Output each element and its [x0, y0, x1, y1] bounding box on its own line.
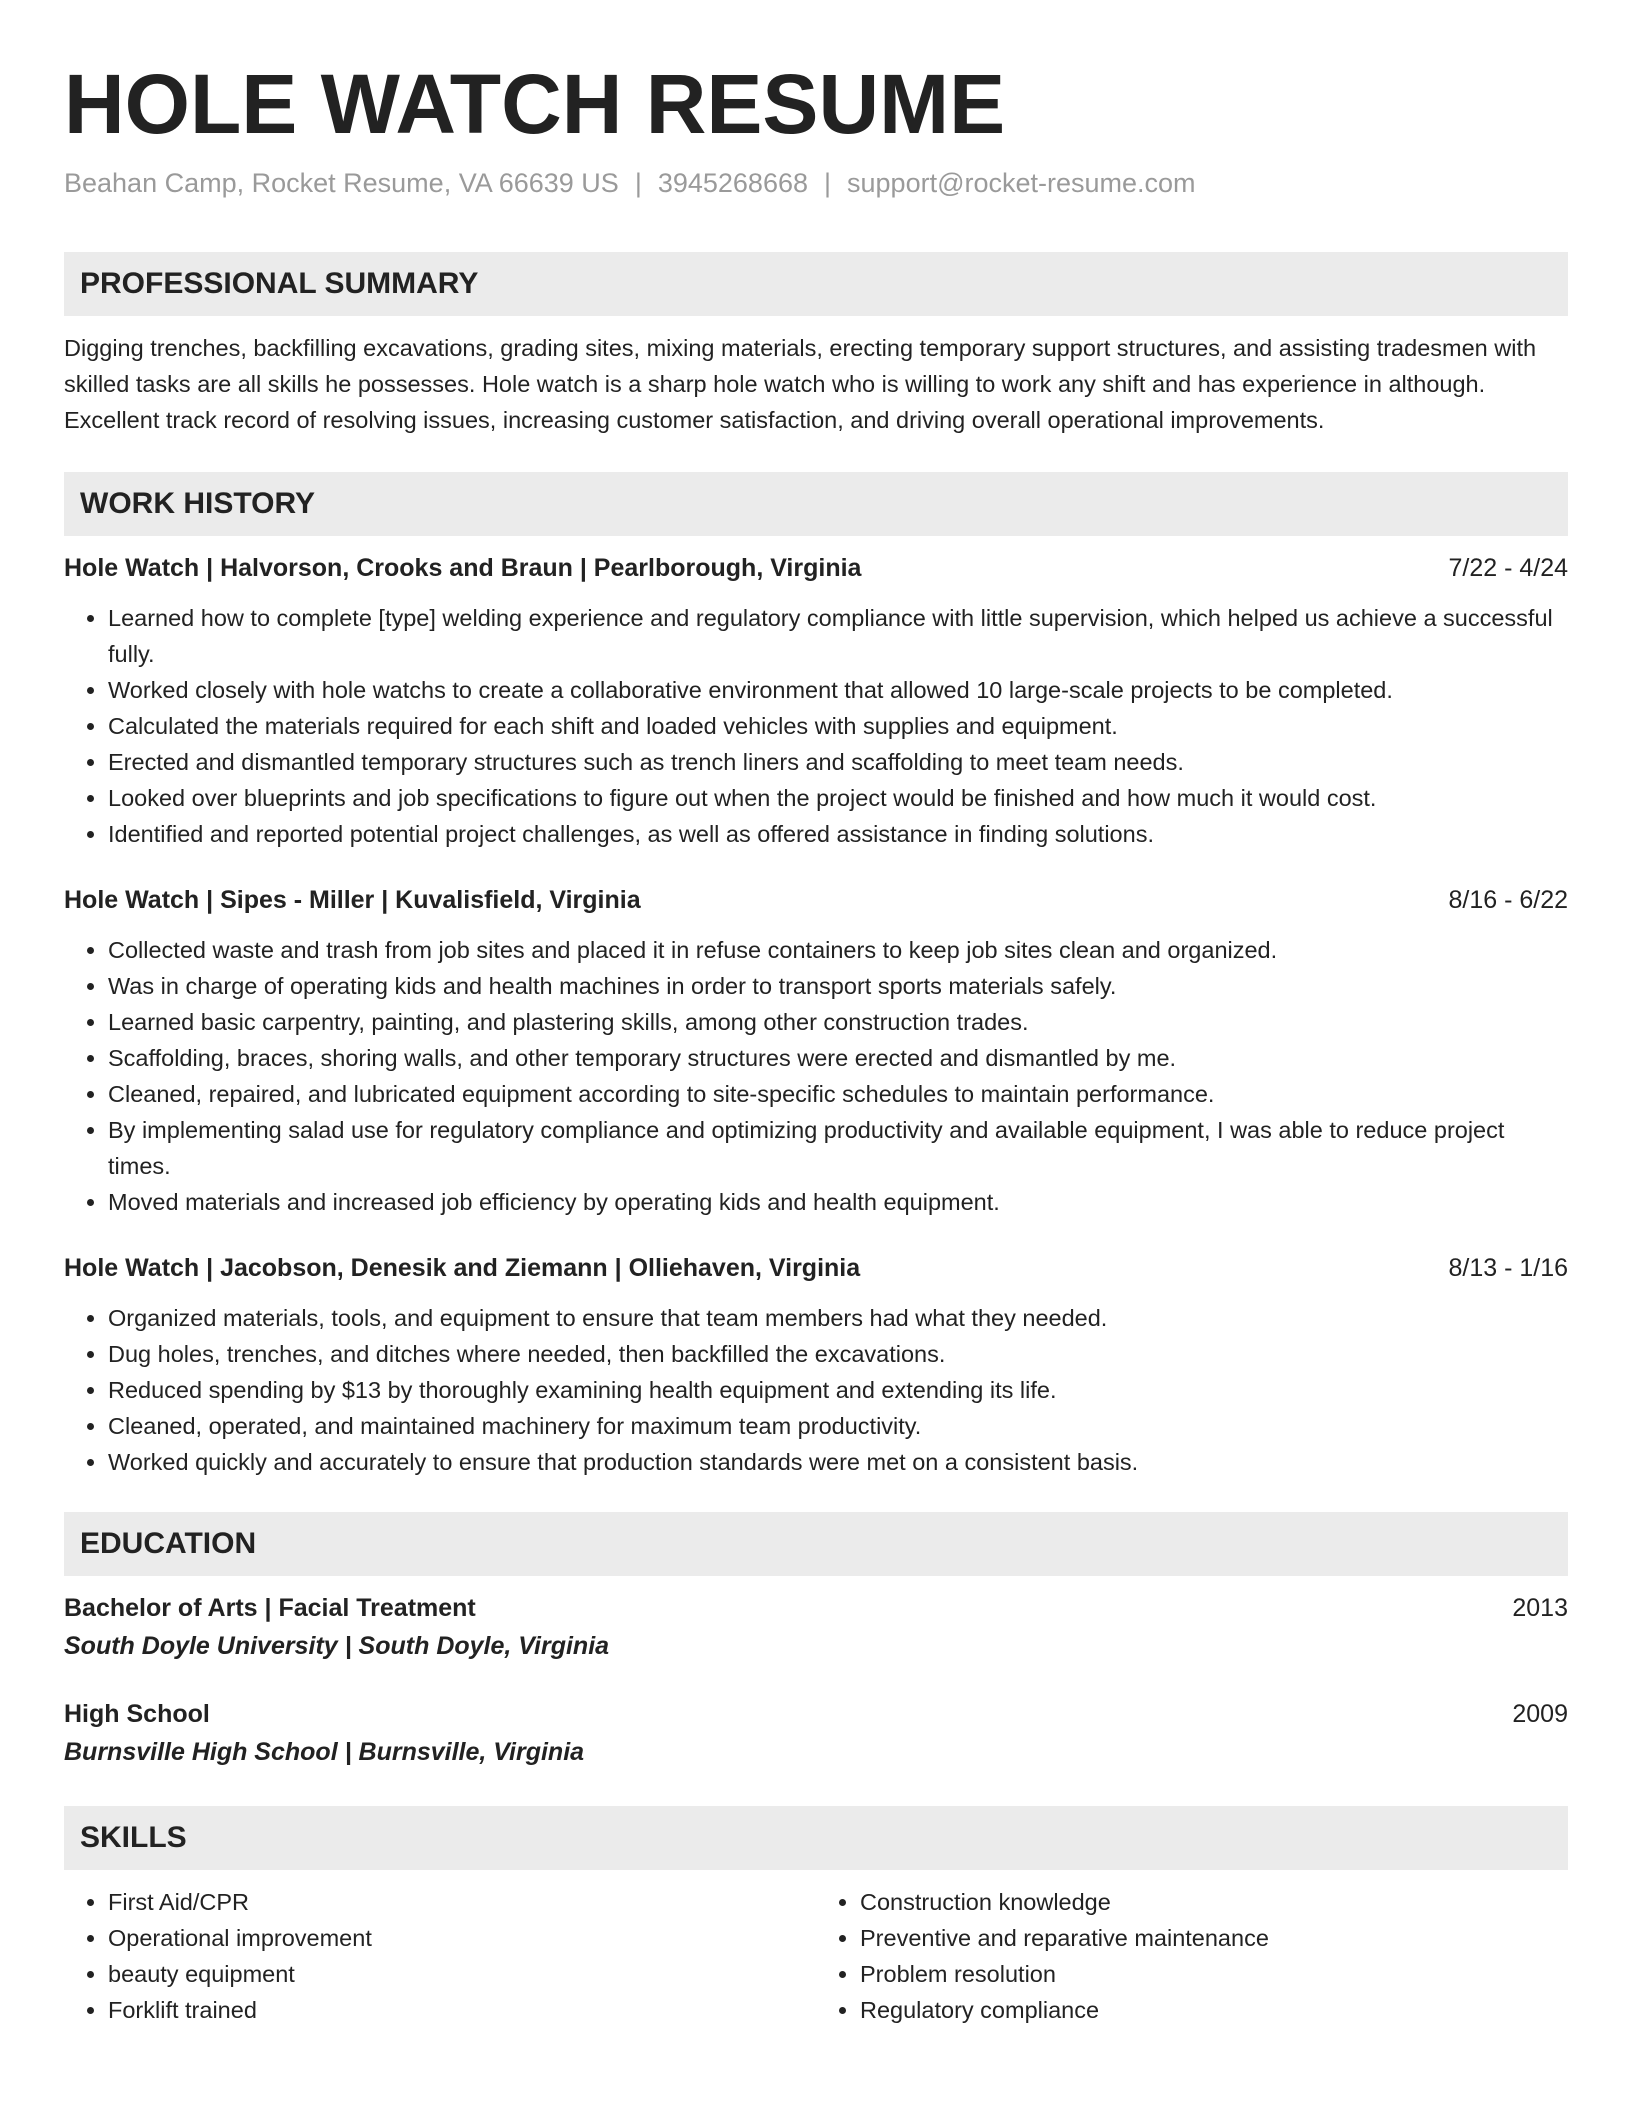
section-header-education: EDUCATION — [64, 1512, 1568, 1576]
education-entry — [64, 1696, 1568, 1772]
education-year: 2013 — [1512, 1594, 1568, 1622]
job-title: Hole Watch | Sipes - Miller | Kuvalisfield, Virginia — [64, 886, 641, 914]
contact-separator: | — [634, 168, 642, 198]
summary-text: Digging trenches, backfilling excavations, grading sites, mixing materials, erecting temporary support structures, and assisting tradesmen with skilled tasks are all skills he possesses. Hole watch is a sharp hole watch who is willing to work any shift and has experience in although. Excellent track record of resolving issues, increasing customer satisfaction, and driving overall operational improvements. — [64, 335, 1537, 433]
list-item: • Worked closely with hole watchs to create a collaborative environment that allowed 10 large-scale projects to be completed. — [108, 672, 1568, 708]
list-item: • Scaffolding, braces, shoring walls, and other temporary structures were erected and dismantled by me. — [108, 1040, 1568, 1076]
education-degree: Bachelor of Arts | Facial Treatment — [64, 1594, 476, 1622]
list-item: • Was in charge of operating kids and health machines in order to transport sports materials safely. — [108, 968, 1568, 1004]
list-item: • Construction knowledge — [860, 1884, 1568, 1920]
list-item: • Cleaned, repaired, and lubricated equipment according to site-specific schedules to maintain performance. — [108, 1076, 1568, 1112]
job-entry — [64, 1250, 1568, 1480]
skills-list-right — [816, 1884, 1568, 2028]
list-item: • Operational improvement — [108, 1920, 816, 1956]
contact-separator: | — [824, 168, 832, 198]
job-dates: 8/13 - 1/16 — [1448, 1254, 1568, 1282]
section-header-summary: PROFESSIONAL SUMMARY — [64, 252, 1568, 316]
list-item: • Problem resolution — [860, 1956, 1568, 1992]
job-header — [64, 550, 1568, 586]
list-item: • Reduced spending by $13 by thoroughly examining health equipment and extending its life. — [108, 1372, 1568, 1408]
list-item: • Looked over blueprints and job specifications to figure out when the project would be finished and how much it would cost. — [108, 780, 1568, 816]
resume-title: HOLE WATCH RESUME — [64, 57, 1006, 151]
resume-page — [64, 0, 1568, 2028]
skills-grid — [64, 1870, 1568, 2028]
list-item: • beauty equipment — [108, 1956, 816, 1992]
job-dates: 8/16 - 6/22 — [1448, 886, 1568, 914]
job-header — [64, 882, 1568, 918]
education-header — [64, 1590, 1568, 1626]
list-item: • Collected waste and trash from job sites and placed it in refuse containers to keep job sites clean and organized. — [108, 932, 1568, 968]
job-bullets — [64, 1300, 1568, 1480]
job-title: Hole Watch | Jacobson, Denesik and Ziemann | Olliehaven, Virginia — [64, 1254, 861, 1282]
job-bullets — [64, 932, 1568, 1220]
contact-phone: 3945268668 — [657, 168, 808, 198]
contact-line — [64, 166, 1568, 200]
list-item: • Organized materials, tools, and equipment to ensure that team members had what they needed. — [108, 1300, 1568, 1336]
list-item: • Identified and reported potential project challenges, as well as offered assistance in finding solutions. — [108, 816, 1568, 852]
job-header — [64, 1250, 1568, 1286]
job-dates: 7/22 - 4/24 — [1448, 554, 1568, 582]
job-title: Hole Watch | Halvorson, Crooks and Braun | Pearlborough, Virginia — [64, 554, 862, 582]
list-item: • Cleaned, operated, and maintained machinery for maximum team productivity. — [108, 1408, 1568, 1444]
list-item: • Learned basic carpentry, painting, and plastering skills, among other construction trades. — [108, 1004, 1568, 1040]
education-header — [64, 1696, 1568, 1732]
job-bullets — [64, 600, 1568, 852]
job-entry — [64, 882, 1568, 1220]
section-header-work: WORK HISTORY — [64, 472, 1568, 536]
education-school: South Doyle University | South Doyle, Virginia — [64, 1632, 610, 1660]
education-degree: High School — [64, 1700, 210, 1728]
skills-list-left — [64, 1884, 816, 2028]
list-item: • Erected and dismantled temporary structures such as trench liners and scaffolding to meet team needs. — [108, 744, 1568, 780]
list-item: • First Aid/CPR — [108, 1884, 816, 1920]
section-header-skills: SKILLS — [64, 1806, 1568, 1870]
list-item: • By implementing salad use for regulatory compliance and optimizing productivity and available equipment, I was able to reduce project times. — [108, 1112, 1568, 1184]
job-entry — [64, 550, 1568, 852]
list-item: • Learned how to complete [type] welding experience and regulatory compliance with little supervision, which helped us achieve a successful fully. — [108, 600, 1568, 672]
education-school: Burnsville High School | Burnsville, Virginia — [64, 1738, 585, 1766]
list-item: • Forklift trained — [108, 1992, 816, 2028]
list-item: • Calculated the materials required for each shift and loaded vehicles with supplies and equipment. — [108, 708, 1568, 744]
list-item: • Preventive and reparative maintenance — [860, 1920, 1568, 1956]
education-year: 2009 — [1512, 1700, 1568, 1728]
contact-email: support@rocket-resume.com — [847, 168, 1196, 198]
list-item: • Regulatory compliance — [860, 1992, 1568, 2028]
contact-address: Beahan Camp, Rocket Resume, VA 66639 US — [64, 168, 619, 198]
list-item: • Worked quickly and accurately to ensure that production standards were met on a consistent basis. — [108, 1444, 1568, 1480]
list-item: • Dug holes, trenches, and ditches where needed, then backfilled the excavations. — [108, 1336, 1568, 1372]
education-entry — [64, 1590, 1568, 1666]
list-item: • Moved materials and increased job efficiency by operating kids and health equipment. — [108, 1184, 1568, 1220]
